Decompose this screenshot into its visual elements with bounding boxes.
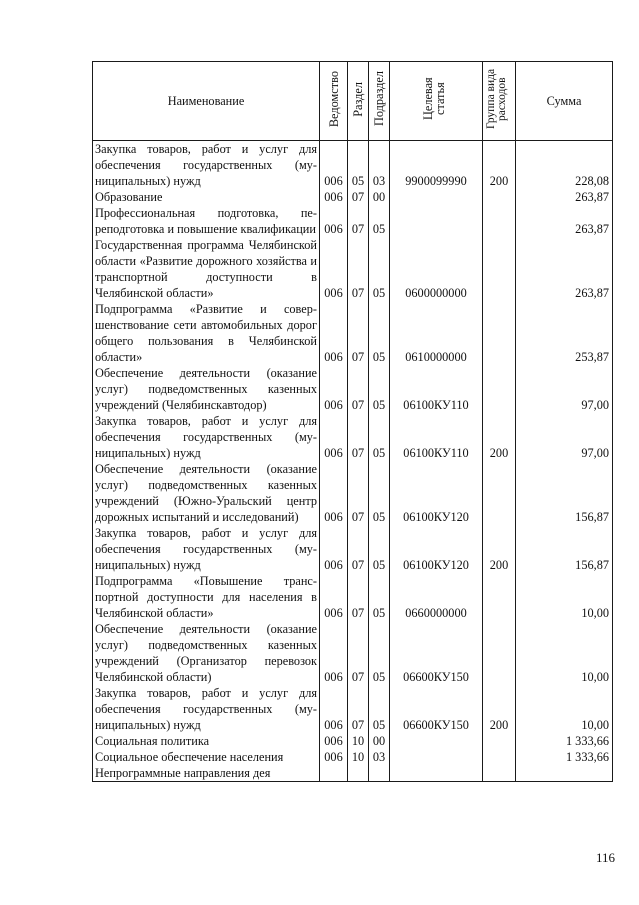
cell-name: Подпрограмма «Повышение транспортной доступности для населения в Челябинской области» — [93, 573, 320, 621]
cell-ved: 006 — [320, 461, 348, 525]
table-row — [93, 461, 613, 525]
page-number: 116 — [595, 850, 615, 865]
cell-name: Профессиональная подготовка, переподготовка и повышение квалификации — [93, 205, 320, 237]
cell-razdel: 07 — [348, 237, 369, 301]
cell-gruppa — [483, 237, 516, 301]
cell-razdel: 10 — [348, 733, 369, 749]
cell-gruppa — [483, 205, 516, 237]
cell-summa: 97,00 — [516, 365, 613, 413]
cell-podrazdel: 03 — [369, 749, 390, 765]
cell-name: Подпрограмма «Развитие и совершенствование сети автомобильных дорог общего пользования в Челябинской области» — [93, 301, 320, 365]
cell-summa: 10,00 — [516, 573, 613, 621]
table-row — [93, 525, 613, 573]
table-row — [93, 301, 613, 365]
cell-celevaya: 0660000000 — [390, 573, 483, 621]
cell-podrazdel: 05 — [369, 461, 390, 525]
cell-summa: 263,87 — [516, 189, 613, 205]
cell-name: Обеспечение деятельности (оказание услуг) подведомственных казенных учреждений (Челябинскавтодор) — [93, 365, 320, 413]
cell-podrazdel: 00 — [369, 189, 390, 205]
cell-summa: 97,00 — [516, 413, 613, 461]
cell-summa — [516, 765, 613, 782]
cell-celevaya: 0610000000 — [390, 301, 483, 365]
table-row — [93, 237, 613, 301]
cell-celevaya: 06100КУ120 — [390, 461, 483, 525]
cell-ved: 006 — [320, 733, 348, 749]
cell-gruppa — [483, 461, 516, 525]
cell-ved: 006 — [320, 141, 348, 190]
cell-name: Образование — [93, 189, 320, 205]
table-row — [93, 365, 613, 413]
cell-name: Обеспечение деятельности (оказание услуг) подведомственных казенных учреждений (Организатор перевозок Челябинской области) — [93, 621, 320, 685]
cell-ved: 006 — [320, 413, 348, 461]
cell-podrazdel: 05 — [369, 685, 390, 733]
cell-podrazdel: 05 — [369, 413, 390, 461]
cell-ved: 006 — [320, 237, 348, 301]
cell-name: Социальная политика — [93, 733, 320, 749]
cell-gruppa: 200 — [483, 685, 516, 733]
table-header-row — [93, 62, 613, 141]
cell-celevaya — [390, 733, 483, 749]
cell-ved: 006 — [320, 365, 348, 413]
cell-razdel: 07 — [348, 525, 369, 573]
cell-celevaya: 06100КУ110 — [390, 365, 483, 413]
cell-name: Непрограммные направления дея — [93, 765, 320, 782]
cell-name: Обеспечение деятельности (оказание услуг) подведомственных казенных учреждений (Южно-Уральский центр дорожных испытаний и исследований) — [93, 461, 320, 525]
cell-gruppa: 200 — [483, 141, 516, 190]
table-row — [93, 573, 613, 621]
cell-gruppa: 200 — [483, 525, 516, 573]
cell-ved: 006 — [320, 301, 348, 365]
cell-name: Закупка товаров, работ и услуг для обеспечения государственных (муниципальных) нужд — [93, 141, 320, 190]
cell-gruppa — [483, 733, 516, 749]
cell-summa: 156,87 — [516, 461, 613, 525]
cell-podrazdel: 05 — [369, 525, 390, 573]
cell-razdel: 07 — [348, 413, 369, 461]
cell-razdel: 07 — [348, 573, 369, 621]
cell-summa: 253,87 — [516, 301, 613, 365]
cell-gruppa: 200 — [483, 413, 516, 461]
cell-podrazdel — [369, 765, 390, 782]
cell-summa: 1 333,66 — [516, 749, 613, 765]
cell-razdel: 07 — [348, 205, 369, 237]
cell-celevaya: 9900099990 — [390, 141, 483, 190]
table-row — [93, 413, 613, 461]
cell-razdel: 05 — [348, 141, 369, 190]
cell-celevaya — [390, 205, 483, 237]
cell-summa: 228,08 — [516, 141, 613, 190]
cell-summa: 156,87 — [516, 525, 613, 573]
cell-razdel — [348, 765, 369, 782]
table-row — [93, 189, 613, 205]
cell-gruppa — [483, 301, 516, 365]
cell-celevaya: 06600КУ150 — [390, 621, 483, 685]
cell-summa: 263,87 — [516, 237, 613, 301]
cell-podrazdel: 05 — [369, 365, 390, 413]
cell-name: Социальное обеспечение населения — [93, 749, 320, 765]
cell-ved: 006 — [320, 205, 348, 237]
header-razdel: Раздел — [348, 62, 369, 141]
cell-ved: 006 — [320, 749, 348, 765]
header-ved: Ведомство — [320, 62, 348, 141]
cell-ved: 006 — [320, 525, 348, 573]
cell-ved: 006 — [320, 685, 348, 733]
header-podrazdel: Подраздел — [369, 62, 390, 141]
table-row — [93, 621, 613, 685]
cell-celevaya: 06100КУ120 — [390, 525, 483, 573]
cell-name: Закупка товаров, работ и услуг для обеспечения государственных (муниципальных) нужд — [93, 525, 320, 573]
cell-podrazdel: 03 — [369, 141, 390, 190]
cell-razdel: 07 — [348, 621, 369, 685]
header-celevaya: Целевая статья — [390, 62, 483, 141]
table-row — [93, 141, 613, 190]
cell-podrazdel: 05 — [369, 205, 390, 237]
cell-name: Государственная программа Челябинской области «Развитие дорожного хозяйства и транспортной доступности в Челябинской области» — [93, 237, 320, 301]
table-row — [93, 685, 613, 733]
cell-razdel: 07 — [348, 301, 369, 365]
cell-razdel: 07 — [348, 461, 369, 525]
cell-gruppa — [483, 573, 516, 621]
cell-gruppa — [483, 749, 516, 765]
cell-gruppa — [483, 765, 516, 782]
header-summa: Сумма — [516, 62, 613, 141]
cell-razdel: 07 — [348, 365, 369, 413]
cell-summa: 1 333,66 — [516, 733, 613, 749]
cell-celevaya: 06100КУ110 — [390, 413, 483, 461]
cell-celevaya — [390, 765, 483, 782]
table-row — [93, 765, 613, 782]
cell-razdel: 07 — [348, 685, 369, 733]
cell-razdel: 07 — [348, 189, 369, 205]
cell-name: Закупка товаров, работ и услуг для обеспечения государственных (муниципальных) нужд — [93, 685, 320, 733]
cell-celevaya: 06600КУ150 — [390, 685, 483, 733]
cell-name: Закупка товаров, работ и услуг для обеспечения государственных (муниципальных) нужд — [93, 413, 320, 461]
cell-ved: 006 — [320, 189, 348, 205]
cell-summa: 263,87 — [516, 205, 613, 237]
cell-gruppa — [483, 189, 516, 205]
cell-podrazdel: 05 — [369, 573, 390, 621]
cell-podrazdel: 00 — [369, 733, 390, 749]
cell-celevaya: 0600000000 — [390, 237, 483, 301]
table-row — [93, 749, 613, 765]
cell-celevaya — [390, 749, 483, 765]
header-gruppa: Группа вида расходов — [483, 62, 516, 141]
cell-podrazdel: 05 — [369, 621, 390, 685]
cell-celevaya — [390, 189, 483, 205]
cell-summa: 10,00 — [516, 685, 613, 733]
table-row — [93, 733, 613, 749]
budget-table — [92, 61, 613, 782]
cell-razdel: 10 — [348, 749, 369, 765]
cell-ved: 006 — [320, 573, 348, 621]
cell-summa: 10,00 — [516, 621, 613, 685]
cell-ved — [320, 765, 348, 782]
cell-gruppa — [483, 365, 516, 413]
table-row — [93, 205, 613, 237]
cell-podrazdel: 05 — [369, 301, 390, 365]
cell-ved: 006 — [320, 621, 348, 685]
cell-podrazdel: 05 — [369, 237, 390, 301]
cell-gruppa — [483, 621, 516, 685]
header-name: Наименование — [93, 62, 320, 141]
